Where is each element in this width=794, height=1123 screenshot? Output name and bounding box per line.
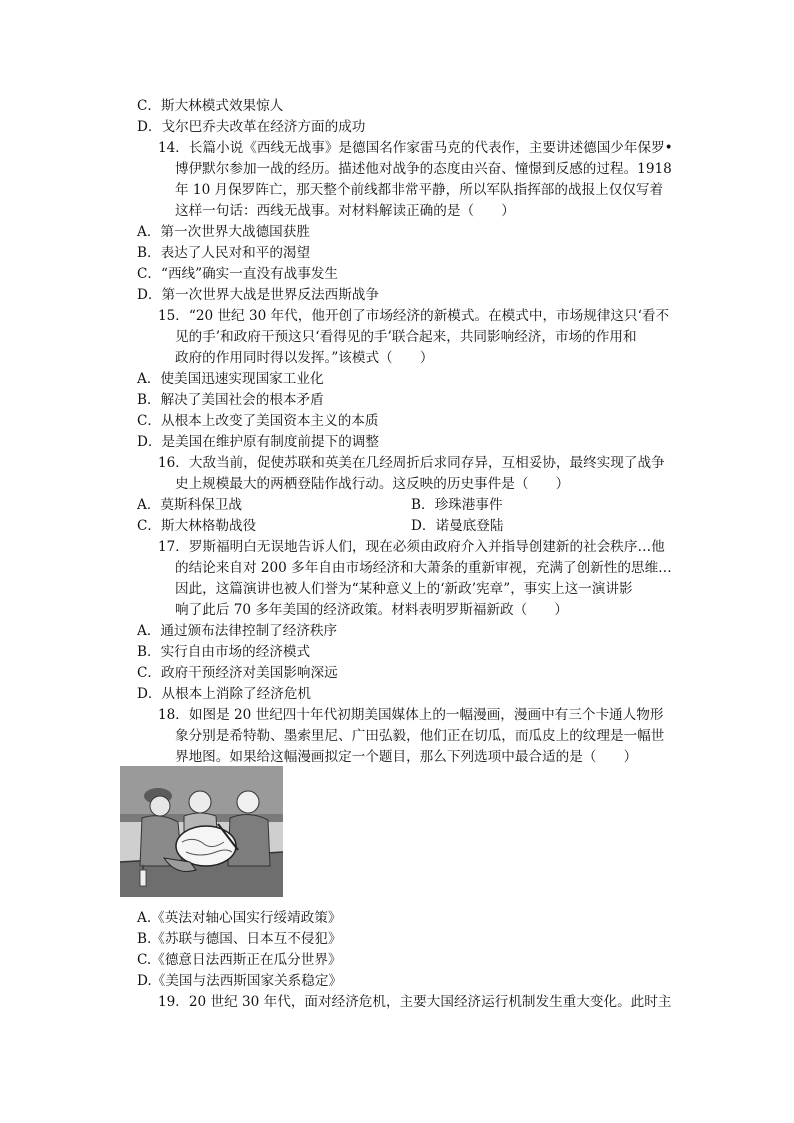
q18-stem-line-3: 界地图。如果给这幅漫画拟定一个题目，那么下列选项中最合适的是（ ）	[175, 749, 638, 765]
q15-stem-line-2: 见的手’和政府干预这只‘看得见的手’联合起来，共同影响经济，市场的作用和	[175, 329, 637, 345]
q18-option-c: C.《德意日法西斯正在瓜分世界》	[137, 952, 342, 968]
q17-stem-line-3: 因此，这篇演讲也被人们誉为“某种意义上的‘新政’宪章”，事实上这一演讲影	[175, 581, 633, 597]
q18-option-d: D.《美国与法西斯国家关系稳定》	[137, 973, 343, 989]
q17-stem-line-2: 的结论来自对 200 多年自由市场经济和大萧条的重新审视，充满了创新性的思维…	[175, 560, 672, 576]
q19-stem-line-1: 19．20 世纪 30 年代，面对经济危机，主要大国经济运行机制发生重大变化。此时主	[158, 994, 672, 1010]
q16-stem-line-1: 16．大敌当前，促使苏联和英美在几经周折后求同存异，互相妥协，最终实现了战争	[158, 455, 665, 471]
q15-option-c: C．从根本上改变了美国资本主义的本质	[137, 413, 379, 429]
q15-option-b: B．解决了美国社会的根本矛盾	[137, 392, 324, 408]
q15-stem-line-3: 政府的作用同时得以发挥。”该模式（ ）	[175, 350, 434, 366]
q18-option-a: A.《英法对轴心国实行绥靖政策》	[137, 910, 342, 926]
q17-option-c: C．政府干预经济对美国影响深远	[137, 665, 338, 681]
q14-stem-line-2: 博伊默尔参加一战的经历。描述他对战争的态度由兴奋、憧憬到反感的过程。1918	[175, 161, 672, 177]
q17-stem-line-1: 17．罗斯福明白无误地告诉人们，现在必须由政府介入并指导创建新的社会秩序…他	[158, 539, 665, 555]
option-d-prev: D．戈尔巴乔夫改革在经济方面的成功	[137, 119, 366, 135]
q14-option-a: A．第一次世界大战德国获胜	[137, 224, 310, 240]
q14-option-d: D．第一次世界大战是世界反法西斯战争	[137, 287, 379, 303]
q16-option-b: B．珍珠港事件	[411, 497, 503, 513]
q17-option-b: B．实行自由市场的经济模式	[137, 644, 311, 660]
q15-stem-line-1: 15．“20 世纪 30 年代，他开创了市场经济的新模式。在模式中，市场规律这只‘看不	[158, 308, 670, 324]
q14-stem-line-1: 14．长篇小说《西线无战事》是德国名作家雷马克的代表作，主要讲述德国少年保罗•	[158, 140, 673, 156]
q17-option-d: D．从根本上消除了经济危机	[137, 686, 312, 702]
q15-option-a: A．使美国迅速实现国家工业化	[137, 371, 324, 387]
q16-stem-line-2: 史上规模最大的两栖登陆作战行动。这反映的历史事件是（ ）	[175, 476, 570, 492]
q16-option-c: C．斯大林格勒战役	[137, 518, 257, 534]
q14-stem-line-3: 年 10 月保罗阵亡，那天整个前线都非常平静，所以军队指挥部的战报上仅仅写着	[175, 182, 664, 198]
q14-option-b: B．表达了人民对和平的渴望	[137, 245, 311, 261]
q14-stem-line-4: 这样一句话：西线无战事。对材料解读正确的是（ ）	[175, 203, 515, 219]
q17-stem-line-4: 响了此后 70 多年美国的经济政策。材料表明罗斯福新政（ ）	[175, 602, 568, 618]
q17-option-a: A．通过颁布法律控制了经济秩序	[137, 623, 338, 639]
q18-stem-line-1: 18．如图是 20 世纪四十年代初期美国媒体上的一幅漫画，漫画中有三个卡通人物形	[158, 707, 664, 723]
option-c-prev: C．斯大林模式效果惊人	[137, 98, 284, 114]
q14-option-c: C．“西线”确实一直没有战事发生	[137, 266, 339, 282]
q18-stem-line-2: 象分别是希特勒、墨索里尼、广田弘毅，他们正在切瓜，而瓜皮上的纹理是一幅世	[175, 728, 665, 744]
q18-option-b: B.《苏联与德国、日本互不侵犯》	[137, 931, 342, 947]
cartoon-illustration	[120, 766, 283, 897]
cartoon-image	[120, 766, 283, 897]
q16-option-a: A．莫斯科保卫战	[137, 497, 242, 513]
q15-option-d: D．是美国在维护原有制度前提下的调整	[137, 434, 379, 450]
q16-option-d: D．诺曼底登陆	[411, 518, 504, 534]
